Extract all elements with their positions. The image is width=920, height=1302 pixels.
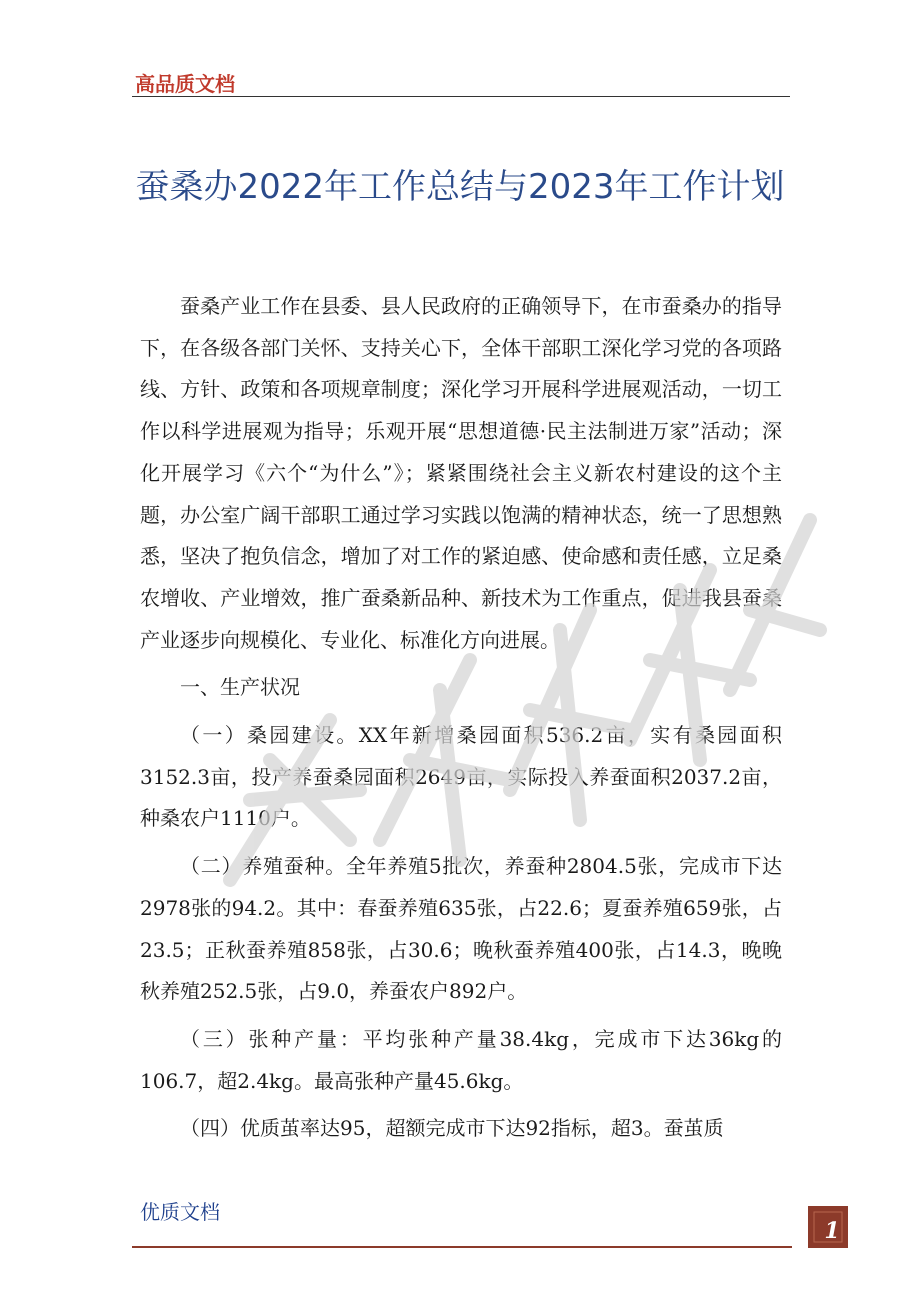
footer-label: 优质文档 (140, 1200, 220, 1224)
paragraph-quality: （四）优质茧率达95，超额完成市下达92指标，超3。蚕茧质 (180, 1116, 724, 1141)
paragraph-mulberry-garden: （一）桑园建设。XX年新增桑园面积536.2亩，实有桑园面积3152.3亩，投产养蚕桑园面积2649亩，实际投入养蚕面积2037.2亩，种桑农户1110户。 (140, 723, 782, 831)
paragraph-yield: （三）张种产量：平均张种产量38.4kg，完成市下达36kg的106.7，超2.4kg。最高张种产量45.6kg。 (140, 1026, 782, 1093)
document-title: 蚕桑办2022年工作总结与2023年工作计划 (135, 166, 785, 207)
document-body (140, 286, 782, 1150)
page-number: 1 (824, 1218, 840, 1244)
header-label: 高品质文档 (135, 72, 235, 96)
paragraph-intro: 蚕桑产业工作在县委、县人民政府的正确领导下，在市蚕桑办的指导下，在各级各部门关怀、支持关心下，全体干部职工深化学习党的各项路线、方针、政策和各项规章制度；深化学习开展科学进展观活动，一切工作以科学进展观为指导；乐观开展“思想道德·民主法制进万家”活动；深化开展学习《六个“为什么”》；紧紧围绕社会主义新农村建设的这个主题，办公室广阔干部职工通过学习实践以饱满的精神状态，统一了思想熟悉，坚决了抱负信念，增加了对工作的紧迫感、使命感和责任感，立足桑农增收、产业增效，推广蚕桑新品种、新技术为工作重点，促进我县蚕桑产业逐步向规模化、专业化、标准化方向进展。 (140, 294, 782, 652)
section-heading-production: 一、生产状况 (180, 675, 300, 700)
footer-divider (132, 1246, 792, 1248)
header-divider (132, 96, 790, 97)
paragraph-silkworm-breeding: （二）养殖蚕种。全年养殖5批次，养蚕种2804.5张，完成市下达2978张的94.2。其中：春蚕养殖635张，占22.6；夏蚕养殖659张，占23.5；正秋蚕养殖858张，占30.6；晚秋蚕养殖400张，占14.3，晚晚秋养殖252.5张，占9.0，养蚕农户892户。 (140, 854, 782, 1004)
